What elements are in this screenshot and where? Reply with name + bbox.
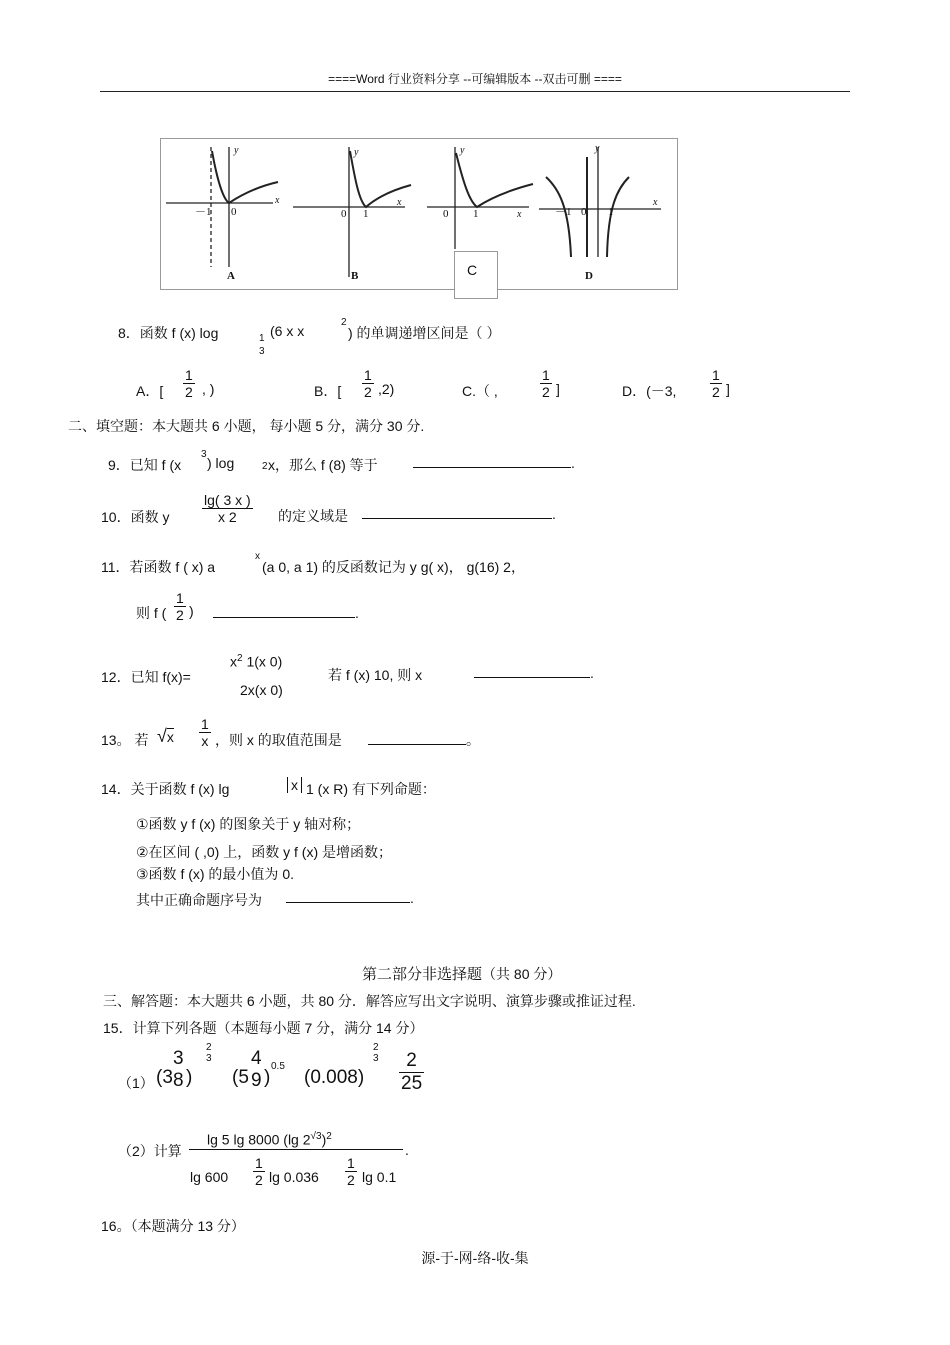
- q8-option-d-fraction: [710, 367, 722, 400]
- q12-b: 若 f (x) 10, 则 x: [328, 667, 423, 683]
- q8-option-c: C.（ ,: [462, 383, 498, 399]
- q8-tail: ) 的单调递增区间是（ ）: [348, 325, 501, 341]
- q10-answer-blank[interactable]: [362, 506, 556, 522]
- q9-a: 9．已知 f (x: [108, 457, 182, 473]
- q12-row1-x: x: [230, 653, 237, 670]
- q8-sup: 2: [341, 317, 347, 328]
- graph-b-label: B: [351, 270, 359, 282]
- frac-den: 2: [176, 607, 184, 623]
- q13-sqrt: [157, 726, 174, 747]
- q13-end: 。: [466, 732, 480, 748]
- frac-num: 1: [176, 590, 184, 606]
- graph-svg: [161, 139, 677, 289]
- graph-a-x-label: x: [275, 195, 280, 206]
- graph-a-tick-0: 0: [231, 206, 237, 218]
- q11-answer-blank[interactable]: [213, 605, 359, 621]
- q12-end: .: [590, 665, 594, 681]
- graph-d-tick-0: 0: [581, 206, 587, 218]
- frac-den: 2: [712, 384, 720, 400]
- frac-num: 2: [373, 1042, 379, 1053]
- frac-num: 1: [185, 367, 193, 383]
- q14-item2: ②在区间 ( ,0) 上，函数 y f (x) 是增函数；: [136, 844, 392, 860]
- graph-d-tick-1: 1: [608, 206, 614, 218]
- q8-option-b-fraction: [362, 367, 374, 400]
- graph-a-label: A: [227, 270, 235, 282]
- graph-a-tick-neg1: －1: [195, 206, 212, 218]
- q13-radicand: x: [166, 729, 174, 745]
- q13-b: ，则 x 的取值范围是: [215, 732, 342, 748]
- q15-p2-den-b: lg 0.036: [269, 1169, 319, 1185]
- q12-answer-blank[interactable]: [474, 665, 594, 681]
- frac-num: 2: [206, 1042, 212, 1053]
- q9-sub: 2: [262, 461, 268, 472]
- graph-d-label: D: [585, 270, 593, 282]
- frac-num: lg( 3 x ): [204, 492, 251, 508]
- q14-item1: ①函数 y f (x) 的图象关于 y 轴对称；: [136, 816, 361, 832]
- q12-row1-rest: 1(x 0): [242, 653, 283, 670]
- q15-p2-den-a: lg 600: [190, 1169, 229, 1185]
- frac-den: 2: [185, 384, 193, 400]
- graph-b-tick-1: 1: [363, 208, 369, 220]
- q15-p2-num-sup2: 2: [326, 1131, 332, 1142]
- part-2-title-text: 第二部分非选择题: [362, 966, 483, 983]
- q9-c: x，那么 f (8) 等于: [268, 457, 378, 473]
- q15-p1-label: （1）: [118, 1075, 154, 1091]
- frac-num: 1: [201, 716, 209, 732]
- q8-log-base-num: 1: [259, 333, 265, 344]
- graph-b-y-label: y: [354, 147, 359, 158]
- frac-den: 9: [251, 1070, 262, 1091]
- q8-stem: 8．函数 f (x) log: [118, 325, 219, 341]
- q11-b: (a 0, a 1) 的反函数记为 y g( x)， g(16) 2，: [262, 559, 525, 575]
- q15-p2-den-fraction1: [253, 1155, 265, 1188]
- q12-row1: [230, 653, 282, 670]
- graph-a-curve: [212, 151, 278, 203]
- q8-option-c-fraction: [540, 367, 552, 400]
- frac-num: 3: [173, 1048, 184, 1069]
- q13-a: 13。 若: [101, 732, 149, 748]
- q8-option-c-tail: ]: [556, 381, 560, 397]
- q15-p2-fraction-bar: [189, 1149, 403, 1150]
- q15-p1-a-exponent: [204, 1042, 214, 1064]
- q10-fraction: [202, 492, 253, 525]
- frac-num: 1: [712, 367, 720, 383]
- graph-c-label-box: [454, 251, 498, 299]
- graph-c-tick-1: 1: [473, 208, 479, 220]
- q12-a: 12．已知 f(x)=: [101, 669, 191, 685]
- q16-title: 16。（本题满分 13 分）: [101, 1218, 245, 1234]
- graph-d-x-label: x: [653, 197, 658, 208]
- frac-den: 2: [364, 384, 372, 400]
- q15-p1-a: (3: [156, 1067, 173, 1088]
- graph-d-y-label: y: [595, 143, 600, 154]
- graph-options-figure: [160, 138, 678, 290]
- q15-p2-label: （2）计算: [118, 1143, 182, 1159]
- q14-a: 14．关于函数 f (x) lg: [101, 781, 230, 797]
- part-2-points: （共 80 分）: [482, 966, 562, 982]
- q8-option-b-tail: ,2): [378, 381, 395, 397]
- q8-option-a-fraction: [183, 367, 195, 400]
- q8-option-d-tail: ]: [726, 381, 730, 397]
- q14-abs: x: [287, 777, 302, 793]
- section-3-title: 三、解答题：本大题共 6 小题，共 80 分．解答应写出文字说明、演算步骤或推证过程.: [103, 993, 636, 1009]
- q15-p1-b-exponent: 0.5: [271, 1061, 285, 1072]
- q14-answer-blank[interactable]: [286, 890, 414, 906]
- q8-option-a: A．[: [136, 383, 164, 399]
- q15-p1-b: (5: [232, 1067, 249, 1088]
- q8-option-b: B．[: [314, 383, 342, 399]
- frac-den: 3: [206, 1053, 212, 1064]
- q12-row1-sup: 2: [237, 653, 243, 664]
- q13-fraction: [199, 716, 211, 749]
- q15-p2-num-tail: ): [321, 1131, 327, 1148]
- frac-num: 2: [399, 1050, 424, 1073]
- q15-title: 15．计算下列各题（本题每小题 7 分，满分 14 分）: [103, 1020, 424, 1036]
- frac-den: 2: [542, 384, 550, 400]
- q9-answer-blank[interactable]: [413, 455, 575, 471]
- q15-p2-den-fraction2: [345, 1155, 357, 1188]
- q10-a: 10．函数 y: [101, 509, 170, 525]
- part-2-title: [362, 963, 561, 984]
- q8-log-base-den: 3: [259, 346, 265, 357]
- q10-b: 的定义域是: [278, 508, 348, 524]
- q15-p2-numerator: [207, 1131, 332, 1148]
- frac-den: 8: [173, 1070, 184, 1091]
- frac-num: 4: [251, 1048, 262, 1069]
- q14-item4: 其中正确命题序号为: [136, 892, 262, 908]
- graph-c-curve: [456, 153, 533, 207]
- graph-c-tick-0: 0: [443, 208, 449, 220]
- q11-end: .: [355, 605, 359, 621]
- frac-num: 1: [347, 1155, 355, 1171]
- q14-end: .: [410, 890, 414, 906]
- q15-p2-num-sup: √3: [310, 1131, 322, 1142]
- graph-b-tick-0: 0: [341, 208, 347, 220]
- q8-option-a-tail: , ): [202, 381, 215, 397]
- q15-p1-b-fraction: [249, 1048, 264, 1092]
- q15-p1-d-fraction: [399, 1050, 424, 1095]
- q14-item3: ③函数 f (x) 的最小值为 0.: [136, 866, 294, 882]
- frac-den: 25: [401, 1073, 423, 1094]
- q8-option-d: D．(－3,: [622, 383, 677, 399]
- q11-d: ): [189, 603, 194, 619]
- q8-arg: (6 x x: [270, 323, 305, 339]
- q13-answer-blank[interactable]: [368, 730, 480, 750]
- q14-b: 1 (x R) 有下列命题：: [306, 781, 436, 797]
- page-footer: 源-于-网-络-收-集: [421, 1250, 529, 1266]
- frac-num: 1: [542, 367, 550, 383]
- frac-den: 2: [347, 1172, 355, 1188]
- graph-d-tick-neg1: －1: [555, 206, 572, 218]
- q15-p1-a-fraction: [171, 1048, 186, 1092]
- q15-p1-c: (0.008): [304, 1067, 365, 1088]
- q11-c: 则 f (: [136, 605, 167, 621]
- q11-a: 11．若函数 f ( x) a: [101, 559, 216, 575]
- frac-den: 3: [373, 1053, 379, 1064]
- q15-p2-num-text: lg 5 lg 8000 (lg 2: [207, 1131, 311, 1148]
- q15-p1-a-close: ): [186, 1067, 193, 1088]
- graph-a-y-label: y: [234, 145, 239, 156]
- q11-fraction: [174, 590, 186, 623]
- q15-p2-den-c: lg 0.1: [362, 1169, 397, 1185]
- q11-sup: x: [255, 551, 260, 562]
- q15-p1-c-exponent: [371, 1042, 381, 1064]
- frac-den: 2: [255, 1172, 263, 1188]
- section-2-title: 二、填空题：本大题共 6 小题， 每小题 5 分，满分 30 分.: [68, 418, 425, 434]
- header-rule: [100, 91, 850, 92]
- frac-den: x 2: [218, 509, 237, 525]
- frac-num: 1: [364, 367, 372, 383]
- graph-c-x-label: x: [517, 209, 522, 220]
- q9-b: ) log: [207, 455, 235, 471]
- q10-end: .: [552, 506, 556, 522]
- graph-c-label: C: [467, 262, 478, 278]
- sqrt-icon: √: [157, 726, 167, 746]
- graph-b-curve: [350, 151, 411, 207]
- q15-p1-b-close: ): [264, 1067, 271, 1088]
- graph-b-x-label: x: [397, 197, 402, 208]
- q9-end: .: [571, 455, 575, 471]
- frac-den: x: [201, 733, 209, 749]
- page-header: ====Word 行业资料分享 --可编辑版本 --双击可删 ====: [328, 72, 622, 86]
- q15-p2-end: .: [405, 1142, 409, 1158]
- graph-c-y-label: y: [460, 145, 465, 156]
- q9-sup: 3: [201, 449, 207, 460]
- q12-row2: 2x(x 0): [240, 682, 283, 698]
- frac-num: 1: [255, 1155, 263, 1171]
